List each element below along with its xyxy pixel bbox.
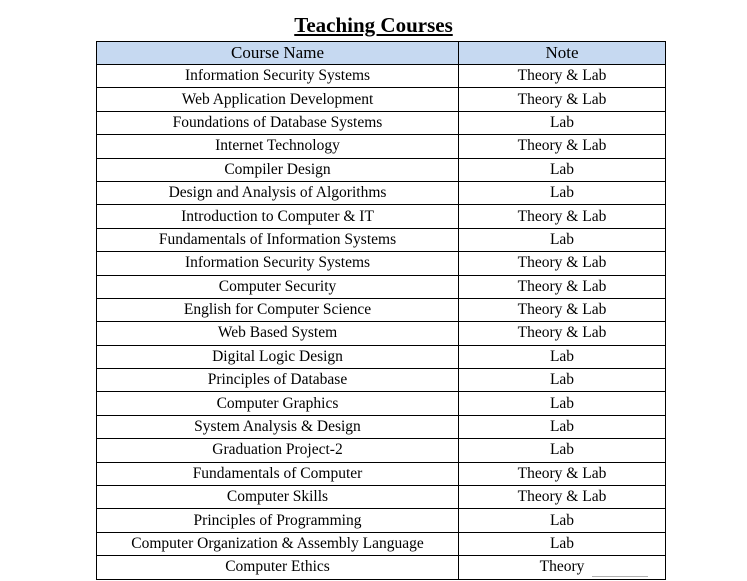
note-cell: Theory & Lab (459, 322, 666, 345)
table-row (97, 486, 666, 509)
course-name-cell: Computer Ethics (97, 556, 459, 579)
courses-table (96, 41, 666, 580)
note-cell: Lab (459, 111, 666, 134)
table-row (97, 462, 666, 485)
page-title (0, 12, 747, 38)
course-name-cell: System Analysis & Design (97, 415, 459, 438)
table-row (97, 228, 666, 251)
table-row (97, 135, 666, 158)
note-cell: Lab (459, 228, 666, 251)
note-cell: Lab (459, 509, 666, 532)
note-cell: Theory & Lab (459, 486, 666, 509)
course-name-cell: Internet Technology (97, 135, 459, 158)
table-row (97, 439, 666, 462)
course-name-cell: Design and Analysis of Algorithms (97, 181, 459, 204)
note-cell: Lab (459, 532, 666, 555)
note-cell: Theory & Lab (459, 275, 666, 298)
course-name-cell: Information Security Systems (97, 252, 459, 275)
page-title-text: Teaching Courses (294, 13, 453, 37)
table-row (97, 158, 666, 181)
note-cell: Lab (459, 181, 666, 204)
note-cell: Lab (459, 392, 666, 415)
course-name-cell: Principles of Programming (97, 509, 459, 532)
table-row (97, 298, 666, 321)
footer-divider (592, 576, 648, 581)
note-cell: Theory & Lab (459, 135, 666, 158)
table-row (97, 88, 666, 111)
table-row (97, 111, 666, 134)
table-row (97, 252, 666, 275)
table-row (97, 205, 666, 228)
column-header-course-name: Course Name (97, 42, 459, 65)
course-name-cell: Compiler Design (97, 158, 459, 181)
table-row (97, 322, 666, 345)
course-name-cell: Web Based System (97, 322, 459, 345)
note-cell: Theory & Lab (459, 88, 666, 111)
note-cell: Theory & Lab (459, 252, 666, 275)
table-row (97, 65, 666, 88)
course-name-cell: English for Computer Science (97, 298, 459, 321)
table-row (97, 415, 666, 438)
course-name-cell: Computer Security (97, 275, 459, 298)
note-cell: Theory & Lab (459, 65, 666, 88)
table-row (97, 556, 666, 579)
table-row (97, 532, 666, 555)
course-name-cell: Introduction to Computer & IT (97, 205, 459, 228)
note-cell: Theory & Lab (459, 462, 666, 485)
course-name-cell: Digital Logic Design (97, 345, 459, 368)
note-cell: Lab (459, 345, 666, 368)
table-body (97, 65, 666, 580)
course-name-cell: Computer Graphics (97, 392, 459, 415)
note-cell: Lab (459, 439, 666, 462)
table-row (97, 509, 666, 532)
course-name-cell: Information Security Systems (97, 65, 459, 88)
course-name-cell: Graduation Project-2 (97, 439, 459, 462)
course-name-cell: Fundamentals of Information Systems (97, 228, 459, 251)
table-row (97, 345, 666, 368)
table-header-row (97, 42, 666, 65)
note-cell: Theory & Lab (459, 205, 666, 228)
column-header-note: Note (459, 42, 666, 65)
note-cell: Lab (459, 415, 666, 438)
course-name-cell: Computer Skills (97, 486, 459, 509)
note-cell: Theory (459, 556, 666, 579)
table-row (97, 392, 666, 415)
course-name-cell: Computer Organization & Assembly Language (97, 532, 459, 555)
course-name-cell: Fundamentals of Computer (97, 462, 459, 485)
note-cell: Lab (459, 369, 666, 392)
note-cell: Lab (459, 158, 666, 181)
course-name-cell: Web Application Development (97, 88, 459, 111)
course-name-cell: Foundations of Database Systems (97, 111, 459, 134)
table-row (97, 275, 666, 298)
table-row (97, 181, 666, 204)
note-cell: Theory & Lab (459, 298, 666, 321)
table-row (97, 369, 666, 392)
course-name-cell: Principles of Database (97, 369, 459, 392)
